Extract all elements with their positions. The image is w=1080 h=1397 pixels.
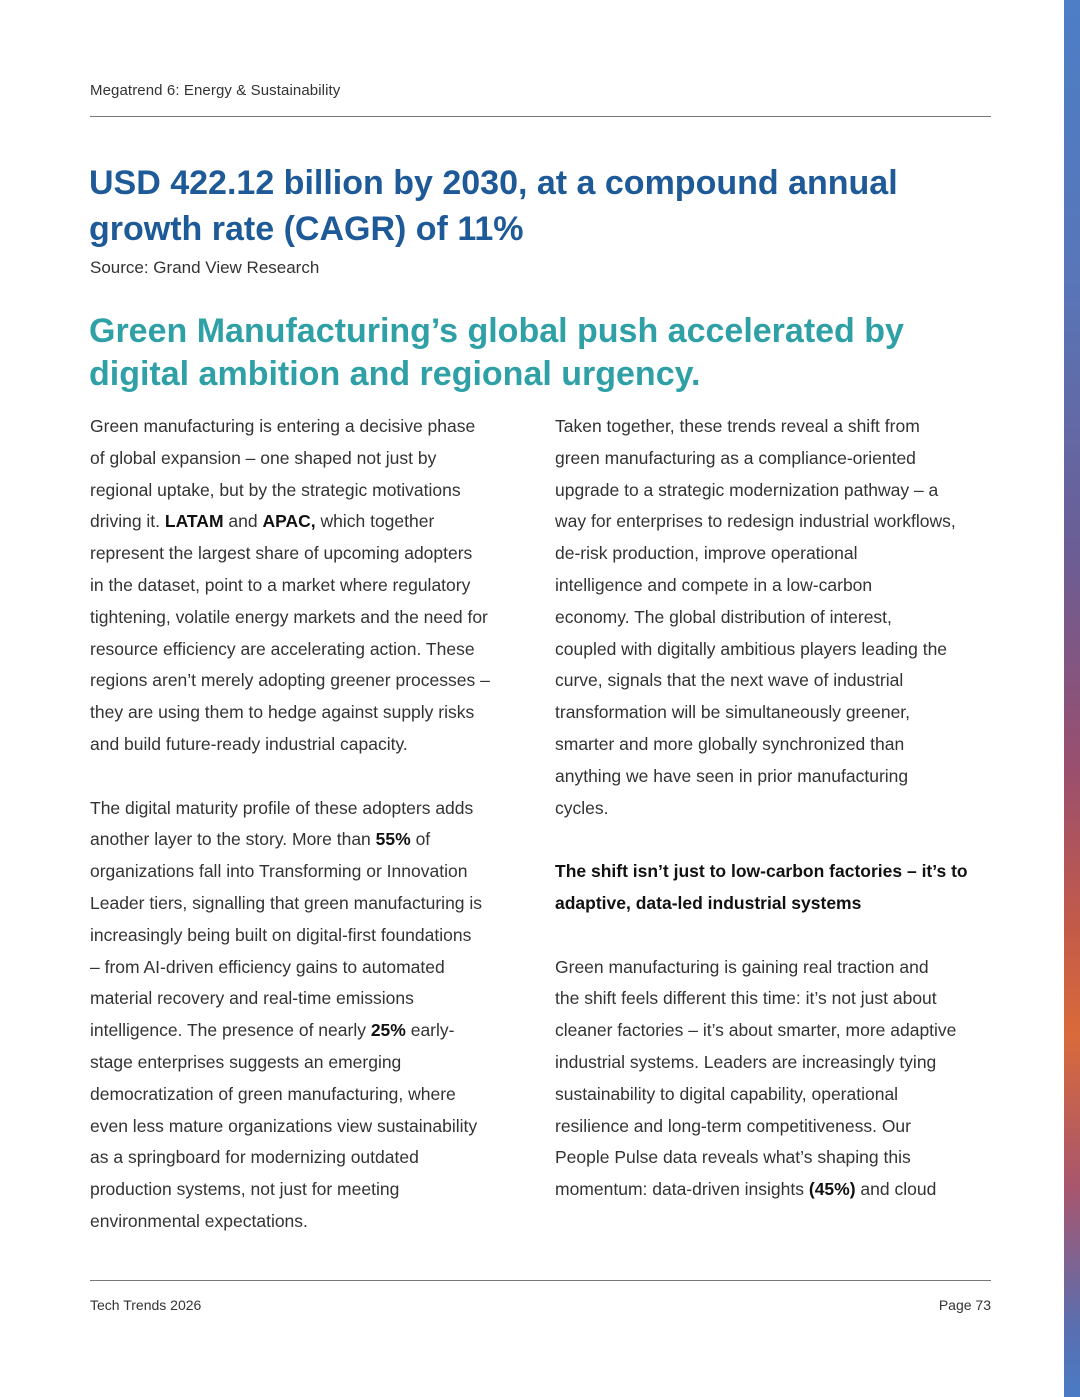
page-number: Page 73 (938, 1297, 991, 1313)
emphasis-25-percent: 25% (370, 1020, 406, 1041)
footer-divider (90, 1280, 991, 1281)
stat-headline (89, 160, 969, 252)
paragraph: Green manufacturing is entering a decisive phase of global expansion – one shaped not just by regional uptake, but by the strategic motivations driving it. LATAM and APAC, which together represent the largest share of upcoming adopters in the dataset, point to a market where regulatory tightening, volatile energy markets and the need for resource efficiency are accelerating action. These regions aren’t merely adopting greener processes – they are using them to hedge against supply risks and build future-ready industrial capacity. (90, 416, 490, 754)
footer-publication: Tech Trends 2026 (90, 1297, 202, 1313)
emphasis-latam: LATAM (164, 511, 224, 532)
emphasis-45-percent: (45%) (808, 1179, 856, 1200)
paragraph: The digital maturity profile of these adopters adds another layer to the story. More than 55% of organizations fall into Transforming or Innovation Leader tiers, signalling that green manufacturing is increasingly being built on digital-first foundations – from AI-driven efficiency gains to automated material recovery and real-time emissions intelligence. The presence of nearly 25% early- stage enterprises suggests an emerging democratization of green manufacturing, where even less mature organizations view sustainability as a springboard for modernizing outdated production systems, not just for meeting environmental expectations. (90, 797, 483, 1231)
stat-source: Source: Grand View Research (90, 258, 320, 277)
paragraph: Taken together, these trends reveal a shift from green manufacturing as a compliance-oriented upgrade to a strategic modernization pathway – a way for enterprises to redesign industrial workflows, de-risk production, improve operational intelligence and compete in a low-carbon economy. The global distribution of interest, coupled with digitally ambitious players leading the curve, signals that the next wave of industrial transformation will be simultaneously greener, smarter and more globally synchronized than anything we have seen in prior manufacturing cycles. (555, 416, 956, 818)
paragraph: Green manufacturing is gaining real traction and the shift feels different this time: it’s not just about cleaner factories – it’s about smarter, more adaptive industrial systems. Leaders are increasingly tying sustainability to digital capability, operational resilience and long-term competitiveness. Our People Pulse data reveals what’s shaping this momentum: data-driven insights (45%) and cloud (555, 956, 957, 1200)
emphasis-apac: APAC, (262, 511, 316, 532)
emphasis-55-percent: 55% (375, 829, 411, 850)
decorative-edge-gradient (1064, 0, 1080, 1397)
right-column (555, 411, 995, 1206)
stat-rate: 11% (457, 210, 524, 248)
left-column (90, 411, 530, 1238)
section-heading: The shift isn’t just to low-carbon factories – it’s to adaptive, data-led industrial systems (555, 861, 968, 913)
stat-text: by 2030, at a compound annual growth rate (CAGR) of (89, 164, 898, 248)
running-head: Megatrend 6: Energy & Sustainability (90, 82, 341, 99)
header-divider (90, 116, 991, 117)
section-subhead: Green Manufacturing’s global push accelerated by digital ambition and regional urgency. (89, 312, 904, 393)
stat-value: USD 422.12 billion (89, 164, 384, 202)
